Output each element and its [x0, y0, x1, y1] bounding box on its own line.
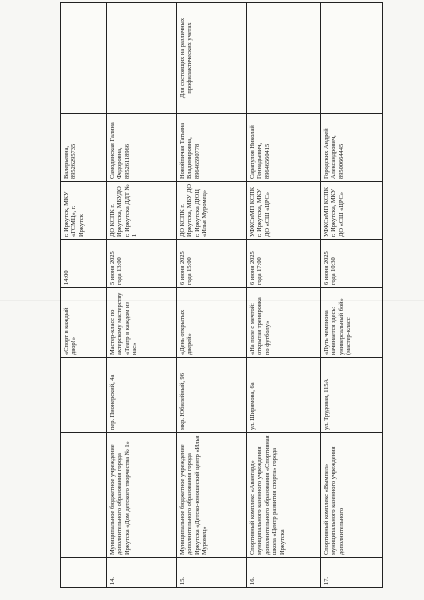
organization-cell: Спортивный комплекс «Авангард» муниципального казенного учреждения дополнительного образования «Спортивная школа «Центр развития спорта» города Иркутска [247, 433, 321, 558]
venue-cell: ДО КСПК г. Иркутска, МБУ ДО г. Иркутска ДЮЦ «Илья Муромец» [177, 182, 247, 240]
row-number-cell: 17. [321, 558, 383, 588]
address-cell: мкр. Юбилейный, 96 [177, 358, 247, 433]
note-cell [61, 3, 107, 114]
organization-cell [61, 433, 107, 558]
datetime-cell: 14:00 [61, 240, 107, 288]
note-cell [247, 3, 321, 114]
datetime-cell: 6 июня 2025 года 10:30 [321, 240, 383, 288]
datetime-cell: 6 июня 2025 года 17:00 [247, 240, 321, 288]
event-cell: «Спорт в каждый двор!» [61, 288, 107, 358]
row-number-cell: 15. [177, 558, 247, 588]
table-row [177, 3, 247, 588]
contact-cell: Валерьевна, 89526295735 [61, 114, 107, 182]
table-row [247, 3, 321, 588]
event-cell: «День открытых дверей» [177, 288, 247, 358]
note-cell [107, 3, 177, 114]
datetime-cell: 5 июня 2025 года 13:00 [107, 240, 177, 288]
address-cell: ул. Трудовая, 115А [321, 358, 383, 433]
row-number-cell: 14. [107, 558, 177, 588]
datetime-cell: 6 июня 2025 года 15:00 [177, 240, 247, 288]
note-cell [321, 3, 383, 114]
event-cell: Мастер-класс по актерскому мастерству «Театр в каждом из нас» [107, 288, 177, 358]
note-cell: Для состоящих на различных профилактических учетах [177, 3, 247, 114]
organization-cell: Муниципальное бюджетное учреждение дополнительного образования города Иркутска «Детско-юношеский центр «Илья Муромец» [177, 433, 247, 558]
row-number-cell [61, 558, 107, 588]
event-cell: «На поле с мечтой: открытая тренировка по футболу» [247, 288, 321, 358]
venue-cell: УФКСиМП КСПК г. Иркутска, МКУ ДО «СШ «ЦРС» [247, 182, 321, 240]
row-number-cell: 16. [247, 558, 321, 588]
contact-cell: Самодинская Галина Федоровна, 89526118966 [107, 114, 177, 182]
table-row [321, 3, 383, 588]
address-cell: пер. Пионерский, 4а [107, 358, 177, 433]
address-cell [61, 358, 107, 433]
contact-cell: Городских Андрей Александрович, 89500664445 [321, 114, 383, 182]
contact-cell: Сарапулов Николай Геннадьевич, 89646560415 [247, 114, 321, 182]
event-cell: «Путь чемпиона начинается здесь: универсальный бой» (мастер-класс [321, 288, 383, 358]
contact-cell: Новойпичая Татьяна Владимировна, 89646590778 [177, 114, 247, 182]
table-row [61, 3, 107, 588]
organization-cell: Спортивный комплекс «Вымпел» муниципального казенного учреждения дополнительного [321, 433, 383, 558]
organization-cell: Муниципальное бюджетное учреждение дополнительного образования города Иркутска «Дом детского творчества № 1» [107, 433, 177, 558]
table-row [107, 3, 177, 588]
address-cell: ул. Ширямова, 6а [247, 358, 321, 433]
rotated-table-wrapper [60, 3, 376, 588]
venue-cell: ДО КСПК г. Иркутска, МБУДО г. Иркутска ДДТ № 1 [107, 182, 177, 240]
venue-cell: УФКСиМП КСПК г. Иркутска, МКУ ДО «СШ «ЦРС» [321, 182, 383, 240]
venue-cell: г. Иркутск, МКУ «ГСМЦ», г. Иркутск [61, 182, 107, 240]
events-table [60, 2, 383, 588]
